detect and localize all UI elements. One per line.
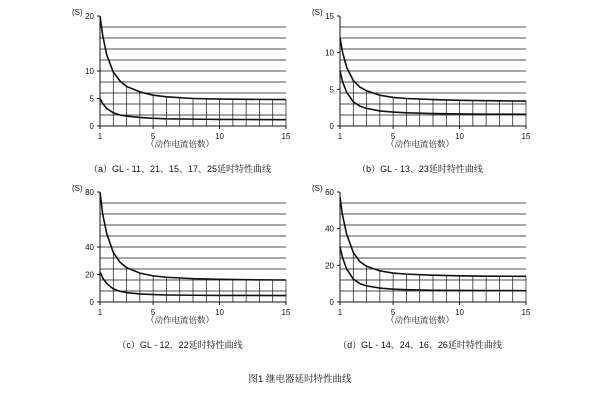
- chart-cell-b: [300, 4, 540, 180]
- svg-text:10: 10: [325, 48, 334, 58]
- svg-text:5: 5: [150, 132, 156, 141]
- svg-text:5: 5: [89, 94, 94, 104]
- svg-text:1: 1: [337, 308, 343, 317]
- svg-text:10: 10: [215, 308, 225, 317]
- chart-d-curve-1: [340, 198, 526, 277]
- svg-text:1: 1: [337, 132, 343, 141]
- chart-d-plot: [300, 180, 540, 330]
- y-axis-unit-label-c: (S): [72, 184, 83, 193]
- y-axis-unit-label-d: (S): [312, 184, 323, 193]
- svg-text:40: 40: [325, 224, 334, 234]
- svg-text:0: 0: [329, 298, 334, 307]
- svg-text:40: 40: [85, 243, 94, 252]
- svg-text:15: 15: [521, 132, 531, 141]
- figure-title: 图1 继电器延时特性曲线: [248, 374, 352, 385]
- chart-d: [300, 180, 540, 356]
- chart-cell-a: [60, 4, 300, 180]
- x-axis-title-a: （动作电流倍数）: [145, 139, 214, 149]
- x-axis-title-d: （动作电流倍数）: [385, 315, 454, 325]
- svg-text:1: 1: [97, 132, 103, 141]
- chart-caption-c: （c）GL - 12、22延时特性曲线: [117, 340, 243, 350]
- x-axis-title-b: （动作电流倍数）: [385, 139, 454, 149]
- chart-caption-a: （a）GL - 11、21、15、17、25延时特性曲线: [88, 164, 272, 174]
- svg-text:20: 20: [325, 261, 334, 271]
- svg-text:15: 15: [325, 12, 334, 21]
- svg-text:15: 15: [281, 132, 291, 141]
- svg-text:60: 60: [325, 188, 334, 197]
- svg-text:10: 10: [85, 67, 94, 76]
- svg-text:0: 0: [89, 122, 94, 131]
- svg-text:5: 5: [329, 85, 334, 95]
- svg-text:15: 15: [281, 308, 291, 317]
- x-axis-title-c: （动作电流倍数）: [145, 315, 214, 325]
- chart-a: [60, 4, 300, 180]
- svg-text:1: 1: [97, 308, 103, 317]
- chart-b: [300, 4, 540, 180]
- svg-text:0: 0: [89, 298, 94, 307]
- svg-text:10: 10: [215, 132, 225, 141]
- chart-c-plot: [60, 180, 300, 330]
- svg-text:80: 80: [85, 188, 94, 197]
- svg-text:5: 5: [390, 308, 396, 317]
- svg-text:20: 20: [85, 270, 94, 280]
- chart-b-plot: [300, 4, 540, 154]
- chart-caption-b: （b）GL - 13、23延时特性曲线: [357, 164, 483, 174]
- svg-text:15: 15: [521, 308, 531, 317]
- svg-text:5: 5: [150, 308, 156, 317]
- chart-grid: [60, 4, 540, 356]
- svg-text:10: 10: [455, 308, 465, 317]
- y-axis-unit-label-b: (S): [312, 8, 323, 17]
- chart-a-plot: [60, 4, 300, 154]
- y-axis-unit-label-a: (S): [72, 8, 83, 17]
- figure-sheet: [60, 0, 540, 400]
- svg-text:10: 10: [455, 132, 465, 141]
- chart-b-curve-1: [340, 38, 526, 101]
- chart-caption-d: （d）GL - 14、24、16、26延时特性曲线: [338, 340, 502, 350]
- chart-c: [60, 180, 300, 356]
- svg-text:0: 0: [329, 122, 334, 131]
- svg-text:5: 5: [390, 132, 396, 141]
- chart-cell-c: [60, 180, 300, 356]
- svg-text:20: 20: [85, 12, 94, 21]
- chart-cell-d: [300, 180, 540, 356]
- chart-a-curve-1: [100, 16, 286, 100]
